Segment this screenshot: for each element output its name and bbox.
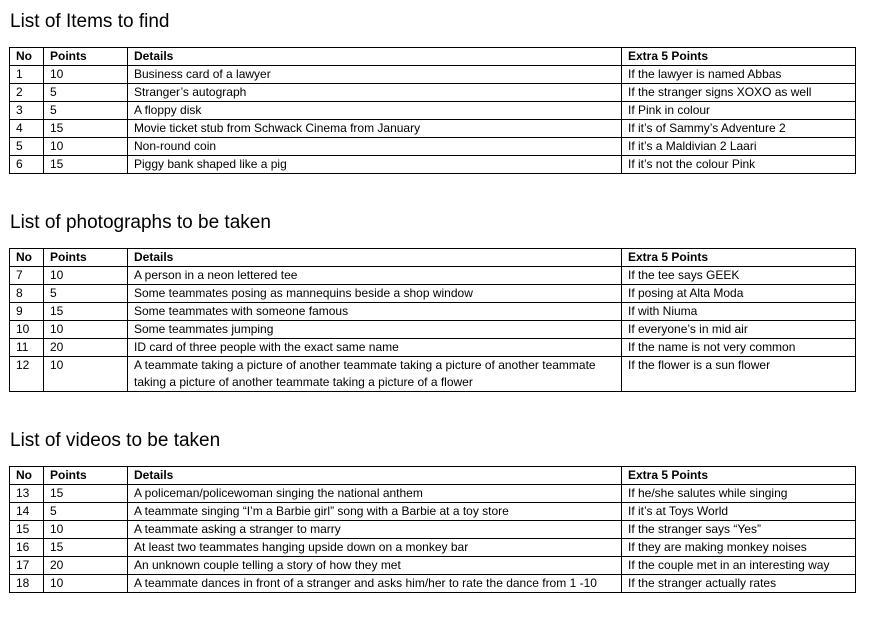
cell-extra: If the flower is a sun flower: [622, 357, 856, 392]
cell-no: 12: [10, 357, 44, 392]
cell-details: Movie ticket stub from Schwack Cinema from January: [128, 120, 622, 138]
items-heading: List of Items to find: [10, 11, 170, 32]
cell-details: Some teammates jumping: [128, 321, 622, 339]
table-row: [10, 503, 856, 521]
table-row: [10, 539, 856, 557]
cell-no: 5: [10, 138, 44, 156]
cell-points: 20: [44, 557, 128, 575]
cell-points: 10: [44, 357, 128, 392]
cell-details: Stranger’s autograph: [128, 84, 622, 102]
table-row: [10, 339, 856, 357]
table-header-row: [10, 249, 856, 267]
cell-details: At least two teammates hanging upside down on a monkey bar: [128, 539, 622, 557]
table-row: [10, 156, 856, 174]
cell-extra: If the couple met in an interesting way: [622, 557, 856, 575]
cell-points: 10: [44, 575, 128, 593]
cell-details: A teammate dances in front of a stranger and asks him/her to rate the dance from 1 -10: [128, 575, 622, 593]
table-row: [10, 557, 856, 575]
cell-no: 16: [10, 539, 44, 557]
cell-details: A floppy disk: [128, 102, 622, 120]
cell-extra: If the lawyer is named Abbas: [622, 66, 856, 84]
videos-heading: List of videos to be taken: [10, 430, 221, 451]
table-row: [10, 485, 856, 503]
cell-points: 10: [44, 321, 128, 339]
cell-no: 9: [10, 303, 44, 321]
cell-points: 15: [44, 156, 128, 174]
cell-extra: If the stranger signs XOXO as well: [622, 84, 856, 102]
cell-no: 11: [10, 339, 44, 357]
cell-extra: If they are making monkey noises: [622, 539, 856, 557]
cell-extra: If with Niuma: [622, 303, 856, 321]
table-row: [10, 521, 856, 539]
items-table: [9, 47, 856, 174]
table-row: [10, 357, 856, 392]
cell-points: 5: [44, 503, 128, 521]
cell-extra: If the name is not very common: [622, 339, 856, 357]
table-row: [10, 575, 856, 593]
cell-no: 7: [10, 267, 44, 285]
table-row: [10, 84, 856, 102]
cell-extra: If the tee says GEEK: [622, 267, 856, 285]
column-header-extra: Extra 5 Points: [622, 48, 856, 66]
column-header-points: Points: [44, 467, 128, 485]
cell-details: Piggy bank shaped like a pig: [128, 156, 622, 174]
cell-details: A teammate taking a picture of another teammate taking a picture of another teammate taking a picture of another teammate taking a picture of a flower: [128, 357, 622, 392]
videos-section: [9, 430, 855, 593]
table-row: [10, 267, 856, 285]
cell-details: ID card of three people with the exact same name: [128, 339, 622, 357]
cell-no: 14: [10, 503, 44, 521]
cell-no: 8: [10, 285, 44, 303]
column-header-no: No: [10, 467, 44, 485]
cell-details: Some teammates posing as mannequins beside a shop window: [128, 285, 622, 303]
column-header-details: Details: [128, 48, 622, 66]
videos-table: [9, 466, 856, 593]
cell-extra: If the stranger actually rates: [622, 575, 856, 593]
column-header-no: No: [10, 249, 44, 267]
cell-no: 2: [10, 84, 44, 102]
cell-no: 15: [10, 521, 44, 539]
cell-points: 10: [44, 66, 128, 84]
cell-points: 15: [44, 120, 128, 138]
cell-no: 17: [10, 557, 44, 575]
cell-details: Some teammates with someone famous: [128, 303, 622, 321]
cell-extra: If he/she salutes while singing: [622, 485, 856, 503]
cell-points: 5: [44, 84, 128, 102]
table-header-row: [10, 48, 856, 66]
cell-points: 15: [44, 303, 128, 321]
cell-extra: If Pink in colour: [622, 102, 856, 120]
cell-no: 6: [10, 156, 44, 174]
column-header-points: Points: [44, 249, 128, 267]
column-header-extra: Extra 5 Points: [622, 467, 856, 485]
column-header-no: No: [10, 48, 44, 66]
cell-points: 10: [44, 521, 128, 539]
cell-points: 10: [44, 138, 128, 156]
cell-points: 5: [44, 285, 128, 303]
table-row: [10, 321, 856, 339]
cell-details: A teammate asking a stranger to marry: [128, 521, 622, 539]
cell-points: 10: [44, 267, 128, 285]
cell-details: Business card of a lawyer: [128, 66, 622, 84]
photos-section: [9, 212, 855, 392]
column-header-extra: Extra 5 Points: [622, 249, 856, 267]
column-header-details: Details: [128, 249, 622, 267]
cell-extra: If it’s a Maldivian 2 Laari: [622, 138, 856, 156]
cell-details: A policeman/policewoman singing the national anthem: [128, 485, 622, 503]
cell-extra: If it’s of Sammy’s Adventure 2: [622, 120, 856, 138]
cell-extra: If it’s at Toys World: [622, 503, 856, 521]
cell-no: 3: [10, 102, 44, 120]
photos-table: [9, 248, 856, 392]
cell-no: 4: [10, 120, 44, 138]
cell-points: 20: [44, 339, 128, 357]
cell-no: 10: [10, 321, 44, 339]
table-row: [10, 303, 856, 321]
table-row: [10, 102, 856, 120]
cell-extra: If it’s not the colour Pink: [622, 156, 856, 174]
column-header-points: Points: [44, 48, 128, 66]
cell-extra: If the stranger says “Yes”: [622, 521, 856, 539]
cell-details: An unknown couple telling a story of how they met: [128, 557, 622, 575]
cell-no: 13: [10, 485, 44, 503]
cell-no: 18: [10, 575, 44, 593]
table-row: [10, 285, 856, 303]
cell-points: 5: [44, 102, 128, 120]
column-header-details: Details: [128, 467, 622, 485]
cell-details: A person in a neon lettered tee: [128, 267, 622, 285]
photos-heading: List of photographs to be taken: [10, 212, 271, 233]
cell-points: 15: [44, 539, 128, 557]
cell-extra: If everyone’s in mid air: [622, 321, 856, 339]
table-row: [10, 120, 856, 138]
table-header-row: [10, 467, 856, 485]
table-row: [10, 66, 856, 84]
cell-details: Non-round coin: [128, 138, 622, 156]
table-row: [10, 138, 856, 156]
cell-no: 1: [10, 66, 44, 84]
items-section: [9, 11, 855, 174]
cell-details: A teammate singing “I’m a Barbie girl” song with a Barbie at a toy store: [128, 503, 622, 521]
cell-points: 15: [44, 485, 128, 503]
cell-extra: If posing at Alta Moda: [622, 285, 856, 303]
